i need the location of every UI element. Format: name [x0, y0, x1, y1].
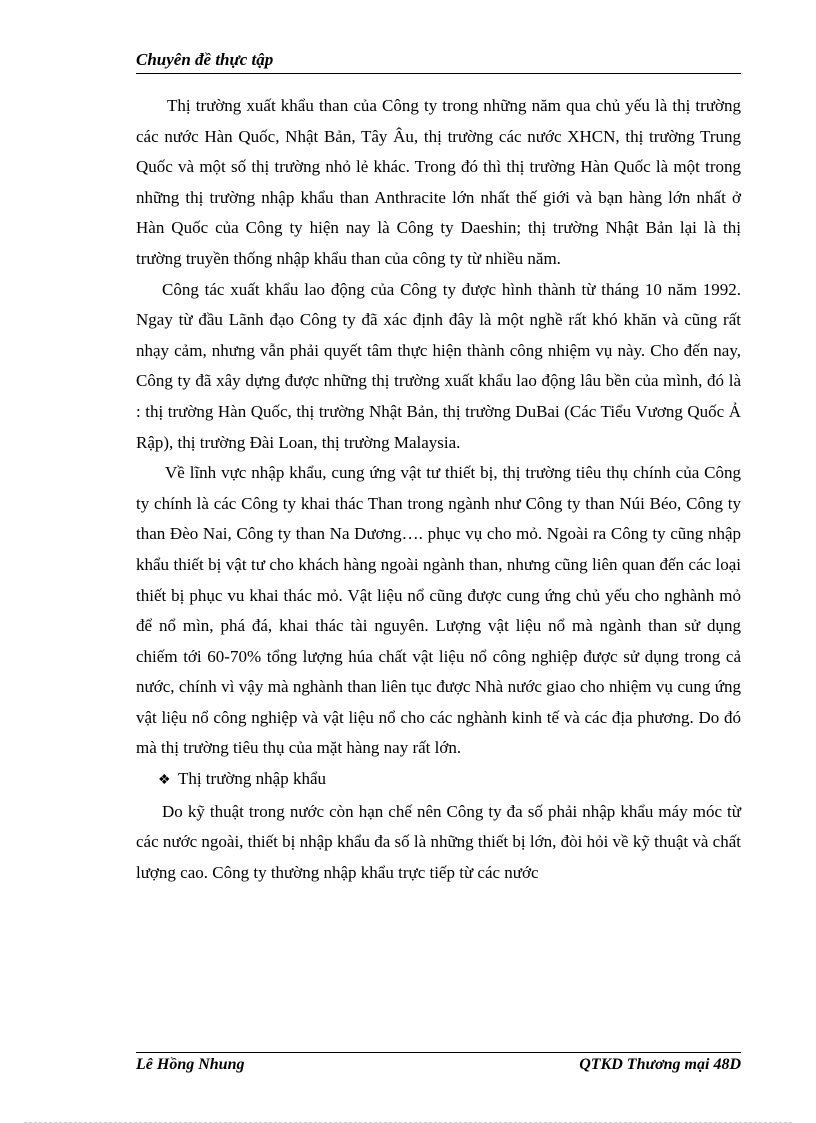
footer-author: Lê Hồng Nhung: [136, 1056, 245, 1073]
paragraph-labor-export: Công tác xuất khẩu lao động của Công ty được hình thành từ tháng 10 năm 1992. Ngay từ đầu Lãnh đạo Công ty đã xác định đây là một nghề rất khó khăn và cũng rất nhạy cảm, nhưng vẫn phải quyết tâm thực hiện thành công nhiệm vụ này. Cho đến nay, Công ty đã xây dựng được những thị trường xuất khẩu lao động lâu bền của mình, đó là : thị trường Hàn Quốc, thị trường Nhật Bản, thị trường DuBai (Các Tiểu Vương Quốc Ả Rập), thị trường Đài Loan, thị trường Malaysia.: [136, 279, 741, 452]
paragraph-coal-export-market: Thị trường xuất khẩu than của Công ty trong những năm qua chủ yếu là thị trường các nước Hàn Quốc, Nhật Bản, Tây Âu, thị trường các nước XHCN, thị trường Trung Quốc và một số thị trường nhỏ lẻ khác. Trong đó thì thị trường Hàn Quốc là một trong những thị trường nhập khẩu than Anthracite lớn nhất thế giới và bạn hàng lớn nhất ở Hàn Quốc của Công ty hiện nay là Công ty Daeshin; thị trường Nhật Bản lại là thị trường truyền thống nhập khẩu than của công ty từ nhiều năm.: [136, 96, 741, 268]
bullet-heading-text: Thị trường nhập khẩu: [177, 769, 326, 789]
page-footer: [136, 1052, 741, 1079]
diamond-bullet-icon: ❖: [158, 773, 171, 789]
paragraph-import-technology: Do kỹ thuật trong nước còn hạn chế nên Công ty đa số phải nhập khẩu máy móc từ các nước ngoài, thiết bị nhập khẩu đa số là những thiết bị lớn, đòi hỏi về kỹ thuật và chất lượng cao. Công ty thường nhập khẩu trực tiếp từ các nước: [136, 801, 741, 882]
header-title: Chuyên đề thực tập: [136, 50, 274, 69]
paragraph-import-supply: Về lĩnh vực nhập khẩu, cung ứng vật tư thiết bị, thị trường tiêu thụ chính của Công ty chính là các Công ty khai thác Than trong ngành như Công ty than Núi Béo, Công ty than Đèo Nai, Công ty than Na Dương…. phục vụ cho mỏ. Ngoài ra Công ty cũng nhập khẩu thiết bị vật tư cho khách hàng ngoài ngành than, nhưng cũng liên quan đến các loại thiết bị phục vu khai thác mỏ. Vật liệu nổ cũng được cung ứng chủ yếu cho nghành mỏ để nổ mìn, phá đá, khai thác tài nguyên. Lượng vật liệu nổ mà ngành than sử dụng chiếm tới 60-70% tổng lượng húa chất vật liệu nổ công nghiệp được sử dụng trong cả nước, chính vì vậy mà nghành than liên tục được Nhà nước giao cho nhiệm vụ cung ứng vật liệu nổ công nghiệp và vật liệu nổ cho các nghành kinh tế và các địa phương. Do đó mà thị trường tiêu thụ của mặt hàng nay rất lớn.: [136, 463, 741, 758]
bullet-heading-import-market: [136, 764, 741, 797]
page-header: [136, 48, 741, 74]
footer-class: QTKD Thương mại 48D: [579, 1056, 741, 1073]
document-body: [136, 91, 741, 888]
